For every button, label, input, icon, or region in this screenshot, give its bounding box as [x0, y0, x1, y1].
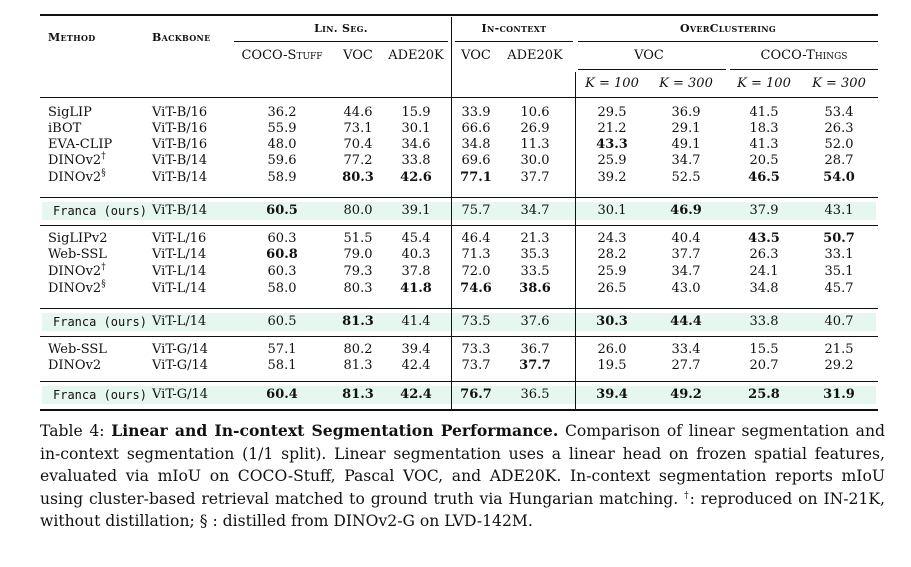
table-cell: 36.2 — [267, 105, 297, 120]
table-cell: 72.0 — [461, 264, 491, 279]
row-backbone: ViT-G/14 — [152, 387, 209, 402]
table-cell: 50.7 — [823, 231, 855, 246]
table-cell: 49.2 — [670, 387, 702, 402]
row-method-name: EVA-CLIP — [48, 137, 113, 152]
table-cell: 40.4 — [671, 231, 701, 246]
table-cell: 81.3 — [343, 358, 373, 373]
row-backbone: ViT-B/14 — [152, 170, 208, 185]
incontext-underline — [455, 41, 573, 42]
table-cell: 31.9 — [823, 387, 855, 402]
table-cell: 33.5 — [520, 264, 550, 279]
row-method — [48, 231, 108, 247]
table-cell: 39.2 — [597, 170, 627, 185]
row-method — [48, 247, 107, 263]
row-method — [48, 264, 106, 280]
table-cell: 43.0 — [671, 281, 701, 296]
table-cell: 33.4 — [671, 342, 701, 357]
row-method-name: Franca (ours) — [53, 315, 147, 329]
header-voc-ic: VOC — [461, 48, 491, 63]
row-method-mark: § — [101, 279, 106, 290]
header-overclustering: OverClustering — [679, 22, 777, 35]
table-cell: 33.9 — [461, 105, 491, 120]
table-cell: 20.7 — [749, 358, 779, 373]
table-cell: 20.5 — [749, 153, 779, 168]
row-method-name: Franca (ours) — [53, 388, 147, 402]
group-rule-2 — [40, 225, 878, 226]
table-cell: 28.7 — [824, 153, 854, 168]
table-cell: 30.1 — [597, 203, 627, 218]
table-cell: 40.7 — [824, 314, 854, 329]
table-cell: 73.7 — [461, 358, 491, 373]
table-cell: 44.6 — [343, 105, 373, 120]
table-cell: 37.6 — [520, 314, 550, 329]
voc-underline — [578, 69, 726, 70]
row-method-name: SigLIPv2 — [48, 231, 108, 246]
row-backbone: ViT-B/16 — [152, 137, 208, 152]
table-cell: 77.1 — [460, 170, 492, 185]
table-cell: 77.2 — [343, 153, 373, 168]
header-rule — [40, 97, 878, 98]
table-cell: 39.4 — [401, 342, 431, 357]
header-method: Method — [48, 31, 96, 44]
table-cell: 43.1 — [824, 203, 854, 218]
row-backbone: ViT-B/14 — [152, 153, 208, 168]
table-cell: 21.3 — [520, 231, 550, 246]
header-oc-voc: VOC — [634, 48, 664, 63]
group-rule-3 — [40, 308, 878, 309]
table-cell: 80.0 — [343, 203, 373, 218]
row-backbone: ViT-L/16 — [152, 231, 207, 246]
table-cell: 10.6 — [520, 105, 550, 120]
table-cell: 26.5 — [597, 281, 627, 296]
table-cell: 43.5 — [748, 231, 780, 246]
table-cell: 54.0 — [823, 170, 855, 185]
table-cell: 41.5 — [749, 105, 779, 120]
table-cell: 36.7 — [520, 342, 550, 357]
table-cell: 73.3 — [461, 342, 491, 357]
row-backbone: ViT-L/14 — [152, 264, 207, 279]
vsep-incontext — [451, 17, 452, 409]
table-cell: 34.6 — [401, 137, 431, 152]
table-cell: 34.8 — [749, 281, 779, 296]
table-cell: 58.1 — [267, 358, 297, 373]
table-cell: 18.3 — [749, 121, 779, 136]
header-coco-stuff: COCO-Stuff — [241, 48, 323, 63]
row-method-name: DINOv2 — [48, 153, 102, 168]
table-cell: 41.4 — [401, 314, 431, 329]
row-method-name: DINOv2 — [48, 170, 102, 185]
table-cell: 59.6 — [267, 153, 297, 168]
vsep-overclustering — [575, 72, 576, 409]
table-cell: 21.5 — [824, 342, 854, 357]
table-cell: 19.5 — [597, 358, 627, 373]
group-rule-4 — [40, 336, 878, 337]
row-method-name: SigLIP — [48, 105, 92, 120]
table-cell: 26.0 — [597, 342, 627, 357]
header-ade20k: ADE20K — [388, 48, 444, 63]
caption-note: : reproduced on IN-21K, without distillation; § : distilled from DINOv2-G on LVD-142M. — [40, 489, 885, 530]
table-cell: 60.5 — [266, 203, 298, 218]
row-method-mark: † — [101, 262, 106, 273]
row-method — [48, 153, 106, 169]
row-method — [48, 358, 101, 374]
table-cell: 38.6 — [519, 281, 551, 296]
table-cell: 58.9 — [267, 170, 297, 185]
table-cell: 51.5 — [343, 231, 373, 246]
row-method — [48, 281, 106, 297]
table-cell: 42.6 — [400, 170, 432, 185]
table-cell: 11.3 — [520, 137, 550, 152]
table-cell: 75.7 — [461, 203, 491, 218]
table-cell: 53.4 — [824, 105, 854, 120]
table-cell: 80.3 — [343, 281, 373, 296]
group-rule-5 — [40, 381, 878, 382]
table-cell: 60.5 — [267, 314, 297, 329]
row-method — [48, 105, 92, 121]
row-method-name: Web-SSL — [48, 342, 107, 357]
row-method — [48, 170, 106, 186]
table-cell: 24.1 — [749, 264, 779, 279]
table-cell: 34.7 — [671, 264, 701, 279]
row-backbone: ViT-B/16 — [152, 121, 208, 136]
header-voc: VOC — [343, 48, 373, 63]
header-k100-b: K = 100 — [737, 76, 791, 91]
table-cell: 57.1 — [267, 342, 297, 357]
row-method — [48, 121, 81, 137]
table-cell: 60.3 — [267, 264, 297, 279]
table-cell: 25.8 — [748, 387, 780, 402]
table-cell: 70.4 — [343, 137, 373, 152]
row-method-mark: † — [101, 151, 106, 162]
table-cell: 36.9 — [671, 105, 701, 120]
table-cell: 74.6 — [460, 281, 492, 296]
row-method-name: DINOv2 — [48, 264, 102, 279]
table-cell: 73.1 — [343, 121, 373, 136]
row-method — [53, 387, 147, 403]
results-table — [40, 0, 878, 412]
table-cell: 43.3 — [596, 137, 628, 152]
table-cell: 34.7 — [671, 153, 701, 168]
table-cell: 60.8 — [266, 247, 298, 262]
table-cell: 35.3 — [520, 247, 550, 262]
table-cell: 52.5 — [671, 170, 701, 185]
table-cell: 33.8 — [749, 314, 779, 329]
row-backbone: ViT-B/16 — [152, 105, 208, 120]
table-cell: 34.7 — [520, 203, 550, 218]
table-cell: 79.0 — [343, 247, 373, 262]
table-cell: 73.5 — [461, 314, 491, 329]
table-cell: 55.9 — [267, 121, 297, 136]
table-cell: 60.3 — [267, 231, 297, 246]
row-backbone: ViT-L/14 — [152, 281, 207, 296]
table-cell: 58.0 — [267, 281, 297, 296]
table-cell: 21.2 — [597, 121, 627, 136]
table-cell: 52.0 — [824, 137, 854, 152]
caption-title: Linear and In-context Segmentation Performance. — [111, 421, 559, 440]
caption-label: Table 4: — [40, 422, 112, 440]
table-cell: 35.1 — [824, 264, 854, 279]
table-cell: 41.8 — [400, 281, 432, 296]
table-cell: 39.4 — [596, 387, 628, 402]
header-k300-a: K = 300 — [659, 76, 713, 91]
table-cell: 48.0 — [267, 137, 297, 152]
table-cell: 69.6 — [461, 153, 491, 168]
table-cell: 41.3 — [749, 137, 779, 152]
table-cell: 29.1 — [671, 121, 701, 136]
table-cell: 76.7 — [460, 387, 492, 402]
header-k100-a: K = 100 — [585, 76, 639, 91]
table-cell: 28.2 — [597, 247, 627, 262]
table-cell: 30.3 — [596, 314, 628, 329]
row-backbone: ViT-L/14 — [152, 314, 207, 329]
row-method-mark: § — [101, 168, 106, 179]
caption-dagger: † — [684, 490, 690, 501]
table-cell: 49.1 — [671, 137, 701, 152]
cocothings-underline — [730, 69, 878, 70]
linseg-underline — [234, 41, 448, 42]
table-cell: 26.9 — [520, 121, 550, 136]
table-cell: 37.8 — [401, 264, 431, 279]
table-cell: 26.3 — [824, 121, 854, 136]
table-cell: 45.7 — [824, 281, 854, 296]
table-cell: 33.8 — [401, 153, 431, 168]
table-cell: 37.9 — [749, 203, 779, 218]
table-cell: 30.0 — [520, 153, 550, 168]
table-cell: 80.3 — [342, 170, 374, 185]
table-cell: 42.4 — [401, 358, 431, 373]
header-k300-b: K = 300 — [812, 76, 866, 91]
table-caption — [40, 420, 885, 533]
table-cell: 80.2 — [343, 342, 373, 357]
table-cell: 42.4 — [400, 387, 432, 402]
row-method-name: Franca (ours) — [53, 204, 147, 218]
table-cell: 39.1 — [401, 203, 431, 218]
row-backbone: ViT-B/14 — [152, 203, 208, 218]
row-backbone: ViT-L/14 — [152, 247, 207, 262]
table-cell: 15.5 — [749, 342, 779, 357]
table-cell: 26.3 — [749, 247, 779, 262]
table-cell: 30.1 — [401, 121, 431, 136]
table-cell: 66.6 — [461, 121, 491, 136]
row-method-name: Web-SSL — [48, 247, 107, 262]
table-cell: 44.4 — [670, 314, 702, 329]
header-lin-seg: Lin. Seg. — [314, 22, 368, 35]
row-method — [48, 342, 107, 358]
table-cell: 46.9 — [670, 203, 702, 218]
header-ade20k-ic: ADE20K — [507, 48, 563, 63]
table-cell: 79.3 — [343, 264, 373, 279]
header-in-context: In-context — [481, 22, 547, 35]
table-cell: 29.2 — [824, 358, 854, 373]
row-backbone: ViT-G/14 — [152, 342, 209, 357]
group-rule-1 — [40, 197, 878, 198]
table-cell: 60.4 — [266, 387, 298, 402]
row-method-name: DINOv2 — [48, 358, 102, 373]
row-backbone: ViT-G/14 — [152, 358, 209, 373]
table-cell: 25.9 — [597, 264, 627, 279]
bottom-rule — [40, 409, 878, 411]
table-cell: 34.8 — [461, 137, 491, 152]
table-cell: 46.5 — [748, 170, 780, 185]
row-method-name: iBOT — [48, 121, 82, 136]
table-cell: 45.4 — [401, 231, 431, 246]
table-cell: 29.5 — [597, 105, 627, 120]
row-method-name: DINOv2 — [48, 281, 102, 296]
table-cell: 40.3 — [401, 247, 431, 262]
table-cell: 33.1 — [824, 247, 854, 262]
row-method — [53, 314, 147, 330]
table-cell: 37.7 — [520, 170, 550, 185]
table-cell: 36.5 — [520, 387, 550, 402]
table-cell: 37.7 — [671, 247, 701, 262]
header-oc-coco-things: COCO-Things — [760, 48, 848, 63]
table-cell: 15.9 — [401, 105, 431, 120]
table-cell: 81.3 — [342, 314, 374, 329]
table-cell: 27.7 — [671, 358, 701, 373]
overclustering-underline — [578, 41, 878, 42]
top-rule — [40, 14, 878, 16]
table-cell: 37.7 — [519, 358, 551, 373]
header-backbone: Backbone — [152, 31, 211, 44]
caption-body: Comparison of linear segmentation and in-context segmentation (1/1 split). Linear segmentation uses a linear head on frozen spatial features, evaluated via mIoU on COCO-Stuff, Pascal VOC, and ADE20K. In-context segmentation reports mIoU using cluster-based retrieval matched to ground truth via Hungarian matching. — [40, 422, 885, 508]
table-cell: 46.4 — [461, 231, 491, 246]
table-cell: 24.3 — [597, 231, 627, 246]
row-method — [48, 137, 112, 153]
table-cell: 25.9 — [597, 153, 627, 168]
table-cell: 71.3 — [461, 247, 491, 262]
table-cell: 81.3 — [342, 387, 374, 402]
row-method — [53, 203, 147, 219]
